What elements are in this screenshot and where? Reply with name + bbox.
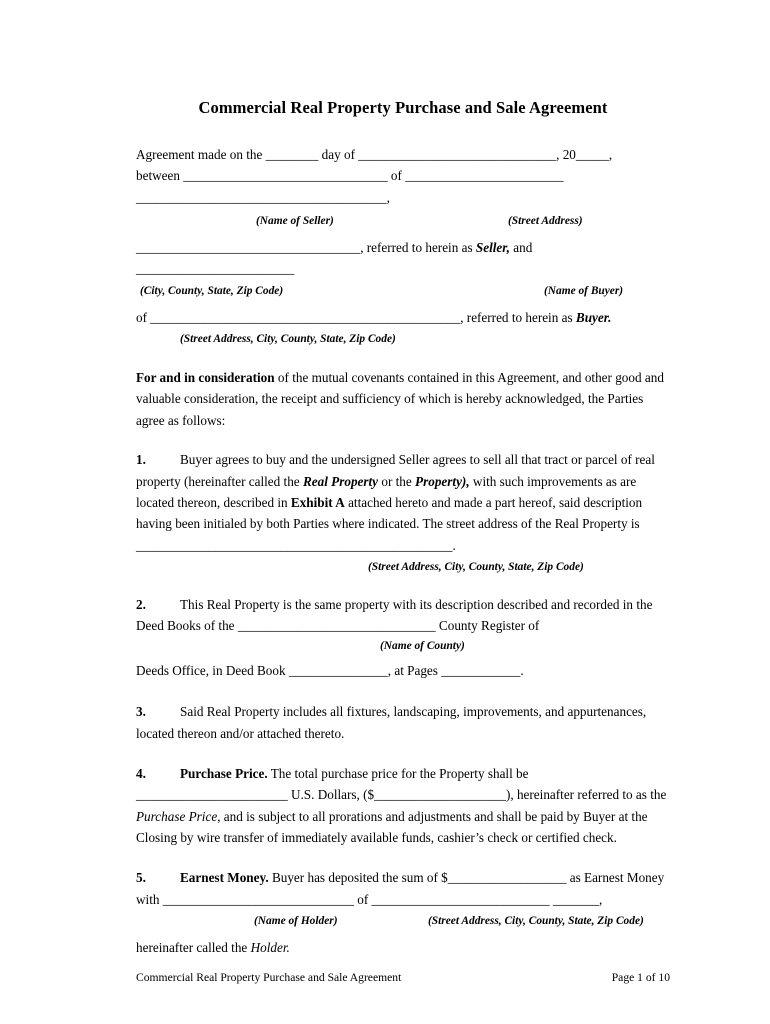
clause-4-number: 4. — [136, 765, 146, 781]
consideration-lead: For and in consideration — [136, 370, 275, 386]
clause-2-continued: Deeds Office, in Deed Book _______________, at Pages ____________. — [136, 662, 524, 678]
clause-1-property-term: Property), — [415, 473, 470, 489]
caption-holder-address: (Street Address, City, County, State, Zip Code) — [428, 915, 644, 928]
caption-row-buyer-address — [136, 330, 670, 347]
caption-row-clause-5 — [136, 912, 670, 929]
agreement-intro-line-4 — [136, 237, 670, 280]
clause-1 — [136, 449, 670, 556]
caption-name-of-seller: (Name of Seller) — [256, 214, 334, 227]
clause-1-text-c: with such improvements as are located thereon, described in — [136, 473, 637, 510]
caption-row-clause-2 — [136, 637, 670, 654]
clause-1-exhibit-a: Exhibit A — [290, 494, 345, 510]
clause-4-purchase-price-term: Purchase Price — [136, 808, 218, 824]
clause-3-number: 3. — [136, 704, 146, 720]
caption-name-of-holder: (Name of Holder) — [254, 915, 338, 928]
clause-2-number: 2. — [136, 597, 146, 613]
footer-page-number: Page 1 of 10 — [611, 971, 670, 984]
seller-blank-text: __________________________________, referred to herein as — [136, 239, 476, 255]
clause-1-number: 1. — [136, 452, 146, 468]
clause-5-heading: Earnest Money. — [180, 870, 269, 886]
footer-document-name: Commercial Real Property Purchase and Sale Agreement — [136, 971, 402, 984]
consideration-paragraph — [136, 367, 670, 431]
buyer-term: Buyer. — [575, 309, 612, 325]
clause-5-holder-term: Holder. — [250, 940, 290, 956]
caption-clause-1-address: (Street Address, City, County, State, Zip Code) — [368, 561, 584, 574]
seller-term: Seller, — [475, 239, 510, 255]
clause-1-text-b: or the — [378, 473, 416, 489]
agreement-intro-line-5 — [136, 307, 670, 328]
consideration-text: of the mutual covenants contained in this Agreement, and other good and valuable consideration, the receipt and sufficiency of which is hereby acknowledged, the Parties agree as follows: — [136, 370, 664, 428]
clause-4-heading: Purchase Price. — [180, 765, 268, 781]
caption-row-city-buyer — [136, 282, 670, 299]
clause-1-text-a: Buyer agrees to buy and the undersigned Seller agrees to sell all that tract or parcel of real property (hereinafter called the — [136, 452, 655, 489]
agreement-intro-line-3: ______________________________________, — [136, 189, 390, 205]
clause-2-text-a: This Real Property is the same property with its description described and recorded in the Deed Books of the ______________________________ County Register of — [136, 597, 653, 634]
caption-street-address: (Street Address) — [508, 214, 583, 227]
clause-5-text-b: hereinafter called the — [136, 940, 251, 956]
clause-4-text-a: The total purchase price for the Property shall be _______________________ U.S. Dollars, ($____________________), hereinafter referred to as the — [136, 765, 667, 803]
document-body — [136, 144, 670, 959]
clause-5-text-a: Buyer has deposited the sum of $__________________ as Earnest Money with _____________________________ of ___________________________ _______, — [136, 870, 665, 907]
seller-line-tail: and ________________________ — [136, 239, 533, 277]
clause-3 — [136, 701, 670, 744]
agreement-intro-line-2: between _______________________________ of ________________________ — [136, 168, 564, 184]
page-footer — [136, 971, 670, 984]
clause-1-text-d: attached hereto and made a part hereof, said description having been initialed by both Parties where indicated. The street address of the Real Property is ________________________________________________. — [136, 494, 643, 553]
caption-buyer-full-address: (Street Address, City, County, State, Zip Code) — [180, 333, 396, 346]
caption-city-county-state-zip: (City, County, State, Zip Code) — [140, 284, 284, 297]
agreement-intro-line-1: Agreement made on the ________ day of ______________________________, 20_____, — [136, 146, 613, 162]
clause-5 — [136, 867, 670, 910]
clause-5-number: 5. — [136, 870, 146, 886]
clause-4 — [136, 763, 670, 849]
clause-2 — [136, 594, 670, 637]
caption-name-of-county: (Name of County) — [380, 639, 465, 652]
clause-3-text: Said Real Property includes all fixtures, landscaping, improvements, and appurtenances, located thereon and/or attached thereto. — [136, 704, 647, 741]
page-title: Commercial Real Property Purchase and Sale Agreement — [198, 98, 608, 117]
caption-row-seller-address — [136, 212, 670, 229]
caption-row-clause-1 — [136, 558, 670, 575]
clause-4-text-b: , and is subject to all prorations and adjustments and shall be paid by Buyer at the Closing by wire transfer of immediately available funds, cashier’s check or certified check. — [136, 808, 648, 846]
buyer-line-head: of — [136, 309, 151, 325]
caption-name-of-buyer: (Name of Buyer) — [544, 284, 624, 297]
clause-5-continued — [136, 937, 670, 958]
clause-1-real-property-term: Real Property — [302, 473, 379, 489]
buyer-blank-text: _______________________________________________, referred to herein as — [150, 309, 576, 325]
